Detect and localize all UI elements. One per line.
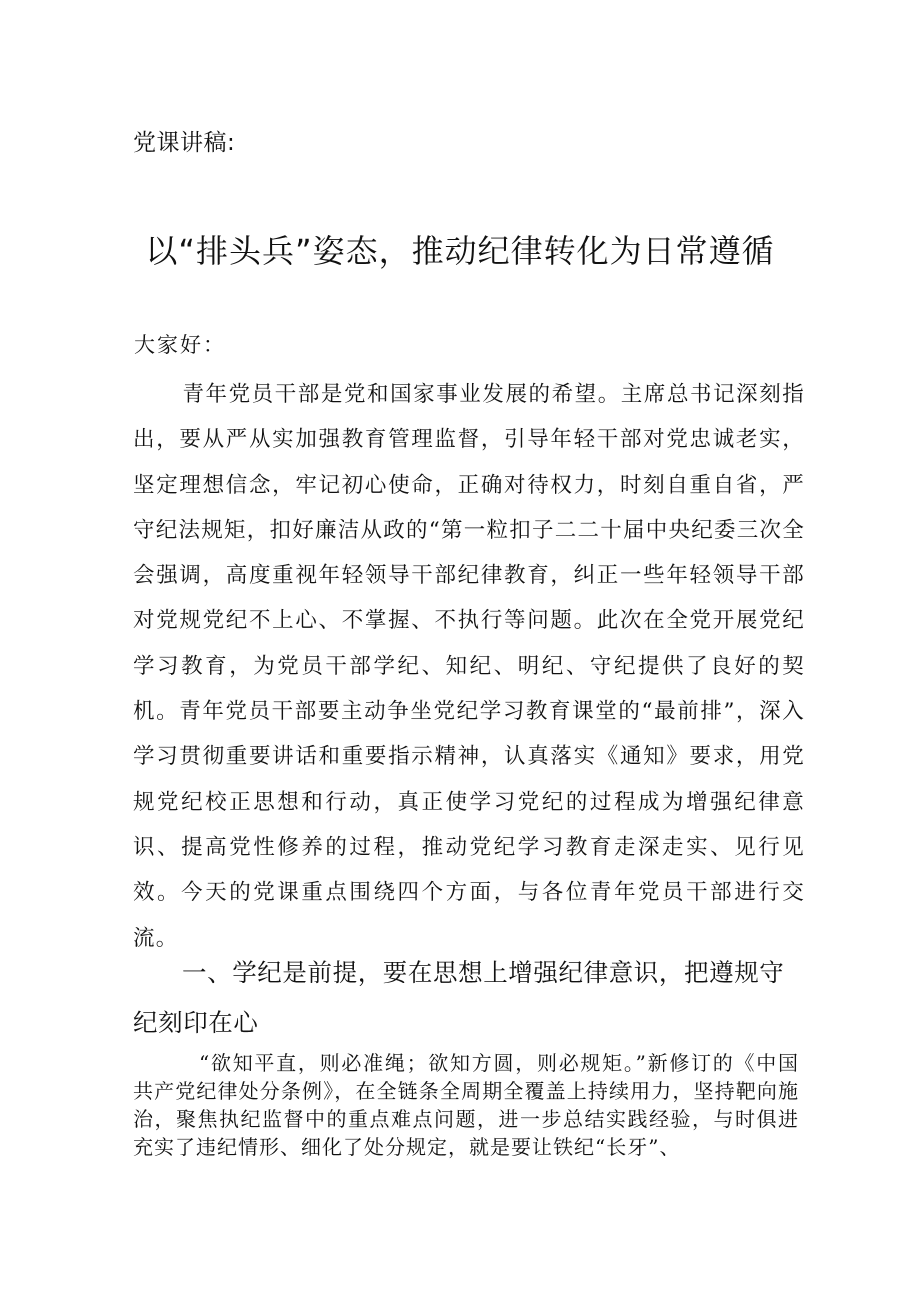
greeting: 大家好：: [134, 333, 226, 357]
document-label: 党课讲稿:: [133, 130, 236, 156]
paragraph-1: 青年党员干部是党和国家事业发展的希望。主席总书记深刻指出，要从严从实加强教育管理监督，引导年轻干部对党忠诚老实，坚定理想信念，牢记初心使命，正确对待权力，时刻自重自省，严守纪法规矩，扣好廉洁从政的“第一粒扣子二二十届中央纪委三次全会强调，高度重视年轻领导干部纪律教育，纠正一些年轻领导干部对党规党纪不上心、不掌握、不执行等问题。此次在全党开展党纪学习教育，为党员干部学纪、知纪、明纪、守纪提供了良好的契机。青年党员干部要主动争坐党纪学习教育课堂的“最前排”，深入学习贯彻重要讲话和重要指示精神，认真落实《通知》要求，用党规党纪校正思想和行动，真正使学习党纪的过程成为增强纪律意识、提高党性修养的过程，推动党纪学习教育走深走实、见行见效。今天的党课重点围绕四个方面，与各位青年党员干部进行交流。: [133, 382, 805, 951]
paragraph-2: “欲知平直，则必准绳；欲知方圆，则必规矩。”新修订的《中国共产党纪律处分条例》，在全链条全周期全覆盖上持续用力，坚持靶向施治，聚焦执纪监督中的重点难点问题，进一步总结实践经验，与时俱进充实了违纪情形、细化了处分规定，就是要让铁纪“长牙”、: [133, 1051, 799, 1159]
section-heading-1: 一、学纪是前提，要在思想上增强纪律意识，把遵规守纪刻印在心: [133, 958, 785, 1037]
document-title: 以“排头兵”姿态，推动纪律转化为日常遵循: [145, 232, 775, 270]
